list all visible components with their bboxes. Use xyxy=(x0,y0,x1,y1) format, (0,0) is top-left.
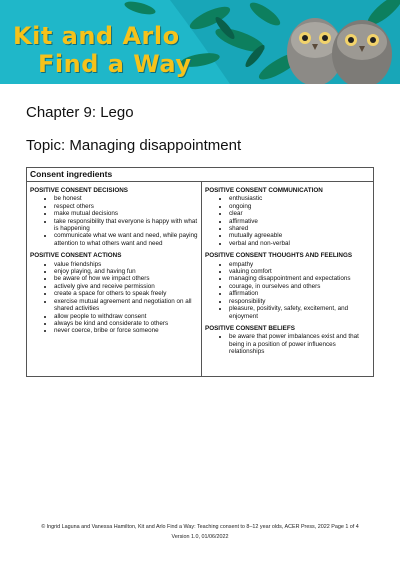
list-item: • valuing comfort xyxy=(229,268,371,275)
header-banner xyxy=(0,0,400,84)
list-item: • empathy xyxy=(229,261,371,268)
list-item: • communicate what we want and need, while paying attention to what others want and need xyxy=(54,232,198,247)
list-item: • create a space for others to speak freely xyxy=(54,290,198,297)
topic-heading: Topic: Managing disappointment xyxy=(26,137,242,154)
footer-copyright: © Ingrid Laguna and Vanessa Hamilton, Kit and Arlo Find a Way: Teaching consent to 8–12 year olds, ACER Press, 2022 Page 1 of 4 xyxy=(41,524,359,530)
footer-version: Version 1.0, 01/06/2022 xyxy=(171,534,229,540)
banner-title-line-2: Find a Way xyxy=(38,50,192,78)
list-item: • make mutual decisions xyxy=(54,210,198,217)
right-column xyxy=(205,187,371,361)
list-item: • be honest xyxy=(54,195,198,202)
list-item: • never coerce, bribe or force someone xyxy=(54,327,198,334)
section-title: POSITIVE CONSENT BELIEFS xyxy=(205,324,295,332)
consent-ingredients-table xyxy=(26,167,374,377)
section-title: POSITIVE CONSENT ACTIONS xyxy=(30,252,122,260)
list-item: • responsibility xyxy=(229,298,371,305)
list-item: • mutually agreeable xyxy=(229,232,371,239)
section-thoughts-feelings xyxy=(205,252,371,320)
section-title: POSITIVE CONSENT DECISIONS xyxy=(30,187,128,194)
list-item: • respect others xyxy=(54,203,198,210)
list-item: • managing disappointment and expectations xyxy=(229,275,371,282)
chapter-heading: Chapter 9: Lego xyxy=(26,104,134,121)
list-item: • take responsibility that everyone is happy with what is happening xyxy=(54,218,198,233)
list-item: • enthusiastic xyxy=(229,195,371,202)
section-beliefs xyxy=(205,325,371,356)
list-item: • ongoing xyxy=(229,203,371,210)
list-item: • be aware of how we impact others xyxy=(54,275,198,282)
list-item: • shared xyxy=(229,225,371,232)
list-item: • clear xyxy=(229,210,371,217)
section-communication xyxy=(205,187,371,247)
section-actions xyxy=(30,252,198,334)
list-item: • allow people to withdraw consent xyxy=(54,313,198,320)
section-decisions xyxy=(30,187,198,247)
list-item: • always be kind and considerate to others xyxy=(54,320,198,327)
list-item: • verbal and non-verbal xyxy=(229,240,371,247)
list-item: • exercise mutual agreement and negotiation on all shared activities xyxy=(54,298,198,313)
list-item: • affirmation xyxy=(229,290,371,297)
table-heading: Consent ingredients xyxy=(27,168,373,182)
list-item: • value friendships xyxy=(54,261,198,268)
left-column xyxy=(30,187,198,340)
banner-title-line-1: Kit and Arlo xyxy=(13,22,180,50)
list-item: • actively give and receive permission xyxy=(54,283,198,290)
list-item: • be aware that power imbalances exist and that being in a position of power influences relationships xyxy=(229,333,371,355)
section-title: POSITIVE CONSENT THOUGHTS AND FEELINGS xyxy=(205,252,353,260)
column-divider xyxy=(201,182,202,376)
list-item: • enjoy playing, and having fun xyxy=(54,268,198,275)
list-item: • affirmative xyxy=(229,218,371,225)
section-title: POSITIVE CONSENT COMMUNICATION xyxy=(205,187,323,194)
list-item: • pleasure, positivity, safety, excitement, and enjoyment xyxy=(229,305,371,320)
list-item: • courage, in ourselves and others xyxy=(229,283,371,290)
